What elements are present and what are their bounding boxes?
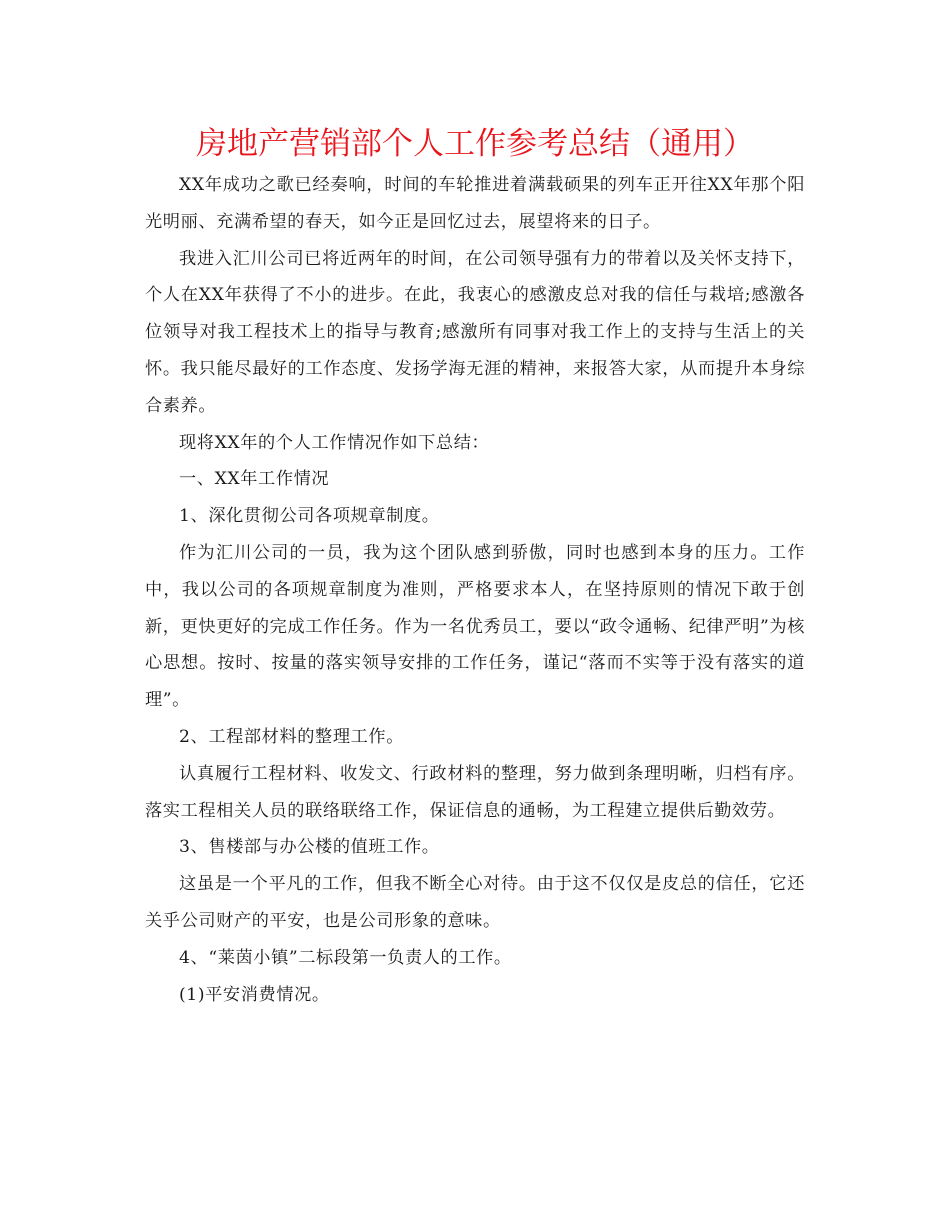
item-heading-4: 4、“莱茵小镇”二标段第一负责人的工作。	[179, 947, 512, 968]
paragraph-gratitude: 我进入汇川公司已将近两年的时间，在公司领导强有力的带着以及关怀支持下，个人在XX年获得了不小的进步。在此，我衷心的感激皮总对我的信任与栽培;感激各位领导对我工程技术上的指导与教育;感激所有同事对我工作上的支持与生活上的关怀。我只能尽最好的工作态度、发扬学海无涯的精神，来报答大家，从而提升本身综合素养。	[145, 248, 805, 416]
item-heading-1: 1、深化贯彻公司各项规章制度。	[179, 506, 440, 527]
document-title: 房地产营销部个人工作参考总结（通用）	[196, 126, 754, 162]
document-body	[145, 167, 805, 1013]
item-heading-3: 3、售楼部与办公楼的值班工作。	[179, 837, 440, 858]
paragraph-intro: XX年成功之歌已经奏响，时间的车轮推进着满载硕果的列车正开往XX年那个阳光明丽、充满希望的春天，如今正是回忆过去，展望将来的日子。	[145, 175, 805, 232]
paragraph-item-1: 作为汇川公司的一员，我为这个团队感到骄傲，同时也感到本身的压力。工作中，我以公司的各项规章制度为准则，严格要求本人，在坚持原则的情况下敢于创新，更快更好的完成工作任务。作为一名优秀员工，要以“政令通畅、纪律严明”为核心思想。按时、按量的落实领导安排的工作任务，谨记“落而不实等于没有落实的道理”。	[145, 542, 805, 711]
paragraph-item-3: 这虽是一个平凡的工作，但我不断全心对待。由于这不仅仅是皮总的信任，它还关乎公司财产的平安，也是公司形象的意味。	[145, 874, 805, 931]
paragraph-item-2: 认真履行工程材料、收发文、行政材料的整理，努力做到条理明晰，归档有序。落实工程相关人员的联络联络工作，保证信息的通畅，为工程建立提供后勤效劳。	[145, 763, 805, 821]
paragraph-summary-lead: 现将XX年的个人工作情况作如下总结：	[179, 432, 490, 453]
item-heading-2: 2、工程部材料的整理工作。	[179, 726, 404, 747]
sub-item-heading-1: (1)平安消费情况。	[179, 984, 330, 1005]
section-heading-work-status: 一、XX年工作情况	[179, 469, 330, 490]
